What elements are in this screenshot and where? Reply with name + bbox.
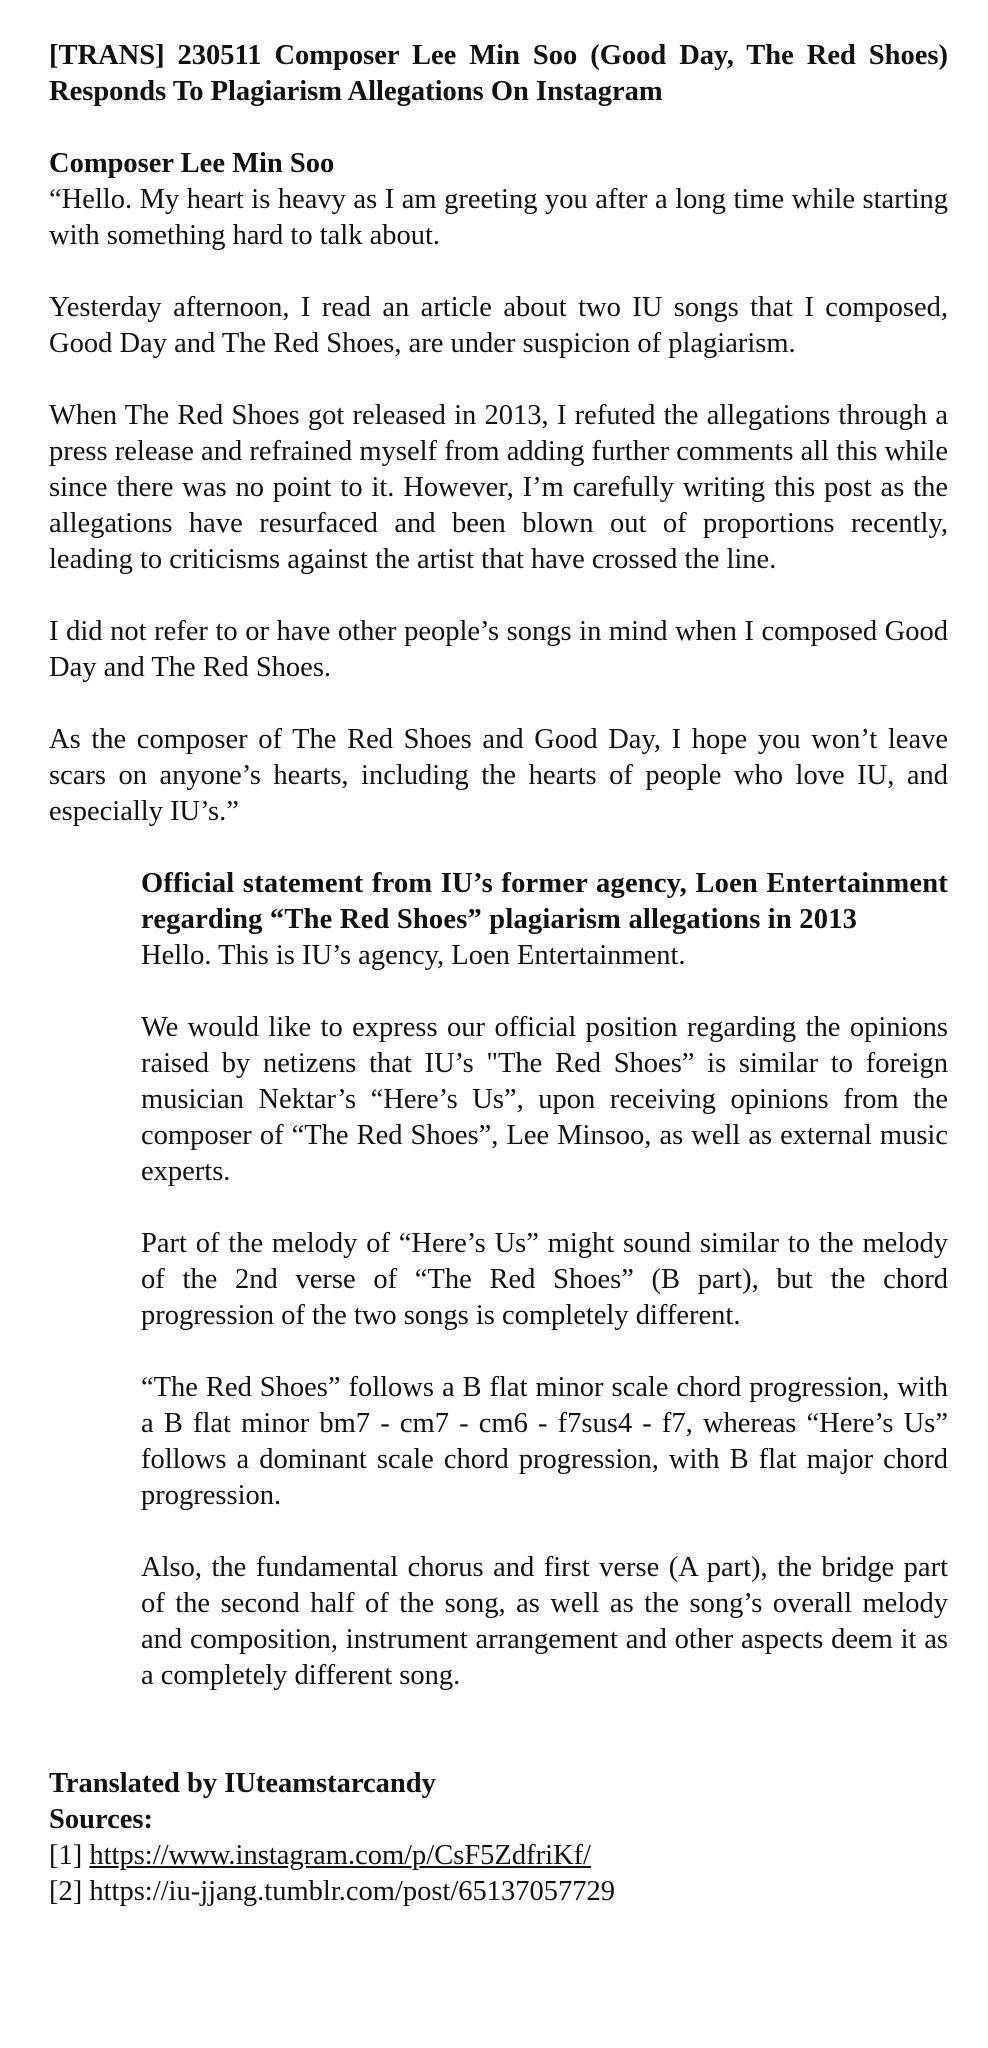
translator-credit: Translated by IUteamstarcandy xyxy=(49,1768,436,1799)
agency-paragraph: “The Red Shoes” follows a B flat minor scale chord progression, with a B flat minor bm7 - cm7 - cm6 - f7sus4 - f7, whereas “Here’s Us” follows a dominant scale chord progression, with B flat major chord progression. xyxy=(141,1372,948,1511)
agency-statement-heading: Official statement from IU’s former agency, Loen Entertainment regarding “The Red Shoes” plagiarism allegations in 2013 xyxy=(141,868,948,935)
sources-label: Sources: xyxy=(49,1804,153,1835)
composer-paragraph: I did not refer to or have other people’s songs in mind when I composed Good Day and The Red Shoes. xyxy=(49,616,948,683)
agency-paragraph: Also, the fundamental chorus and first verse (A part), the bridge part of the second half of the song, as well as the song’s overall melody and composition, instrument arrangement and other aspects deem it as a completely different song. xyxy=(141,1552,948,1691)
source-item xyxy=(49,1838,948,1874)
agency-paragraph: Part of the melody of “Here’s Us” might sound similar to the melody of the 2nd verse of “The Red Shoes” (B part), but the chord progression of the two songs is completely different. xyxy=(141,1228,948,1331)
agency-statement-quote xyxy=(141,866,948,1694)
credits xyxy=(49,1766,948,1910)
composer-paragraph: “Hello. My heart is heavy as I am greeting you after a long time while starting with something hard to talk about. xyxy=(49,184,948,251)
composer-paragraph: Yesterday afternoon, I read an article about two IU songs that I composed, Good Day and The Red Shoes, are under suspicion of plagiarism. xyxy=(49,292,948,359)
document-page xyxy=(49,38,948,1910)
source-link-tumblr[interactable]: https://iu-jjang.tumblr.com/post/65137057729 xyxy=(89,1876,616,1907)
composer-paragraph: When The Red Shoes got released in 2013, I refuted the allegations through a press release and refrained myself from adding further comments all this while since there was no point to it. However, I’m carefully writing this post as the allegations have resurfaced and been blown out of proportions recently, leading to criticisms against the artist that have crossed the line. xyxy=(49,400,948,575)
agency-paragraph: We would like to express our official position regarding the opinions raised by netizens that IU’s "The Red Shoes” is similar to foreign musician Nektar’s “Here’s Us”, upon receiving opinions from the composer of “The Red Shoes”, Lee Minsoo, as well as external music experts. xyxy=(141,1012,948,1187)
composer-heading: Composer Lee Min Soo xyxy=(49,148,335,179)
composer-paragraph: As the composer of The Red Shoes and Good Day, I hope you won’t leave scars on anyone’s hearts, including the hearts of people who love IU, and especially IU’s.” xyxy=(49,724,948,827)
composer-statement xyxy=(49,146,948,830)
agency-paragraph: Hello. This is IU’s agency, Loen Entertainment. xyxy=(141,940,686,971)
document-title: [TRANS] 230511 Composer Lee Min Soo (Good Day, The Red Shoes) Responds To Plagiarism Allegations On Instagram xyxy=(49,40,948,107)
source-link-instagram[interactable]: https://www.instagram.com/p/CsF5ZdfriKf/ xyxy=(89,1840,591,1871)
source-prefix: [1] xyxy=(49,1840,90,1871)
source-item xyxy=(49,1874,948,1910)
source-prefix: [2] xyxy=(49,1876,90,1907)
